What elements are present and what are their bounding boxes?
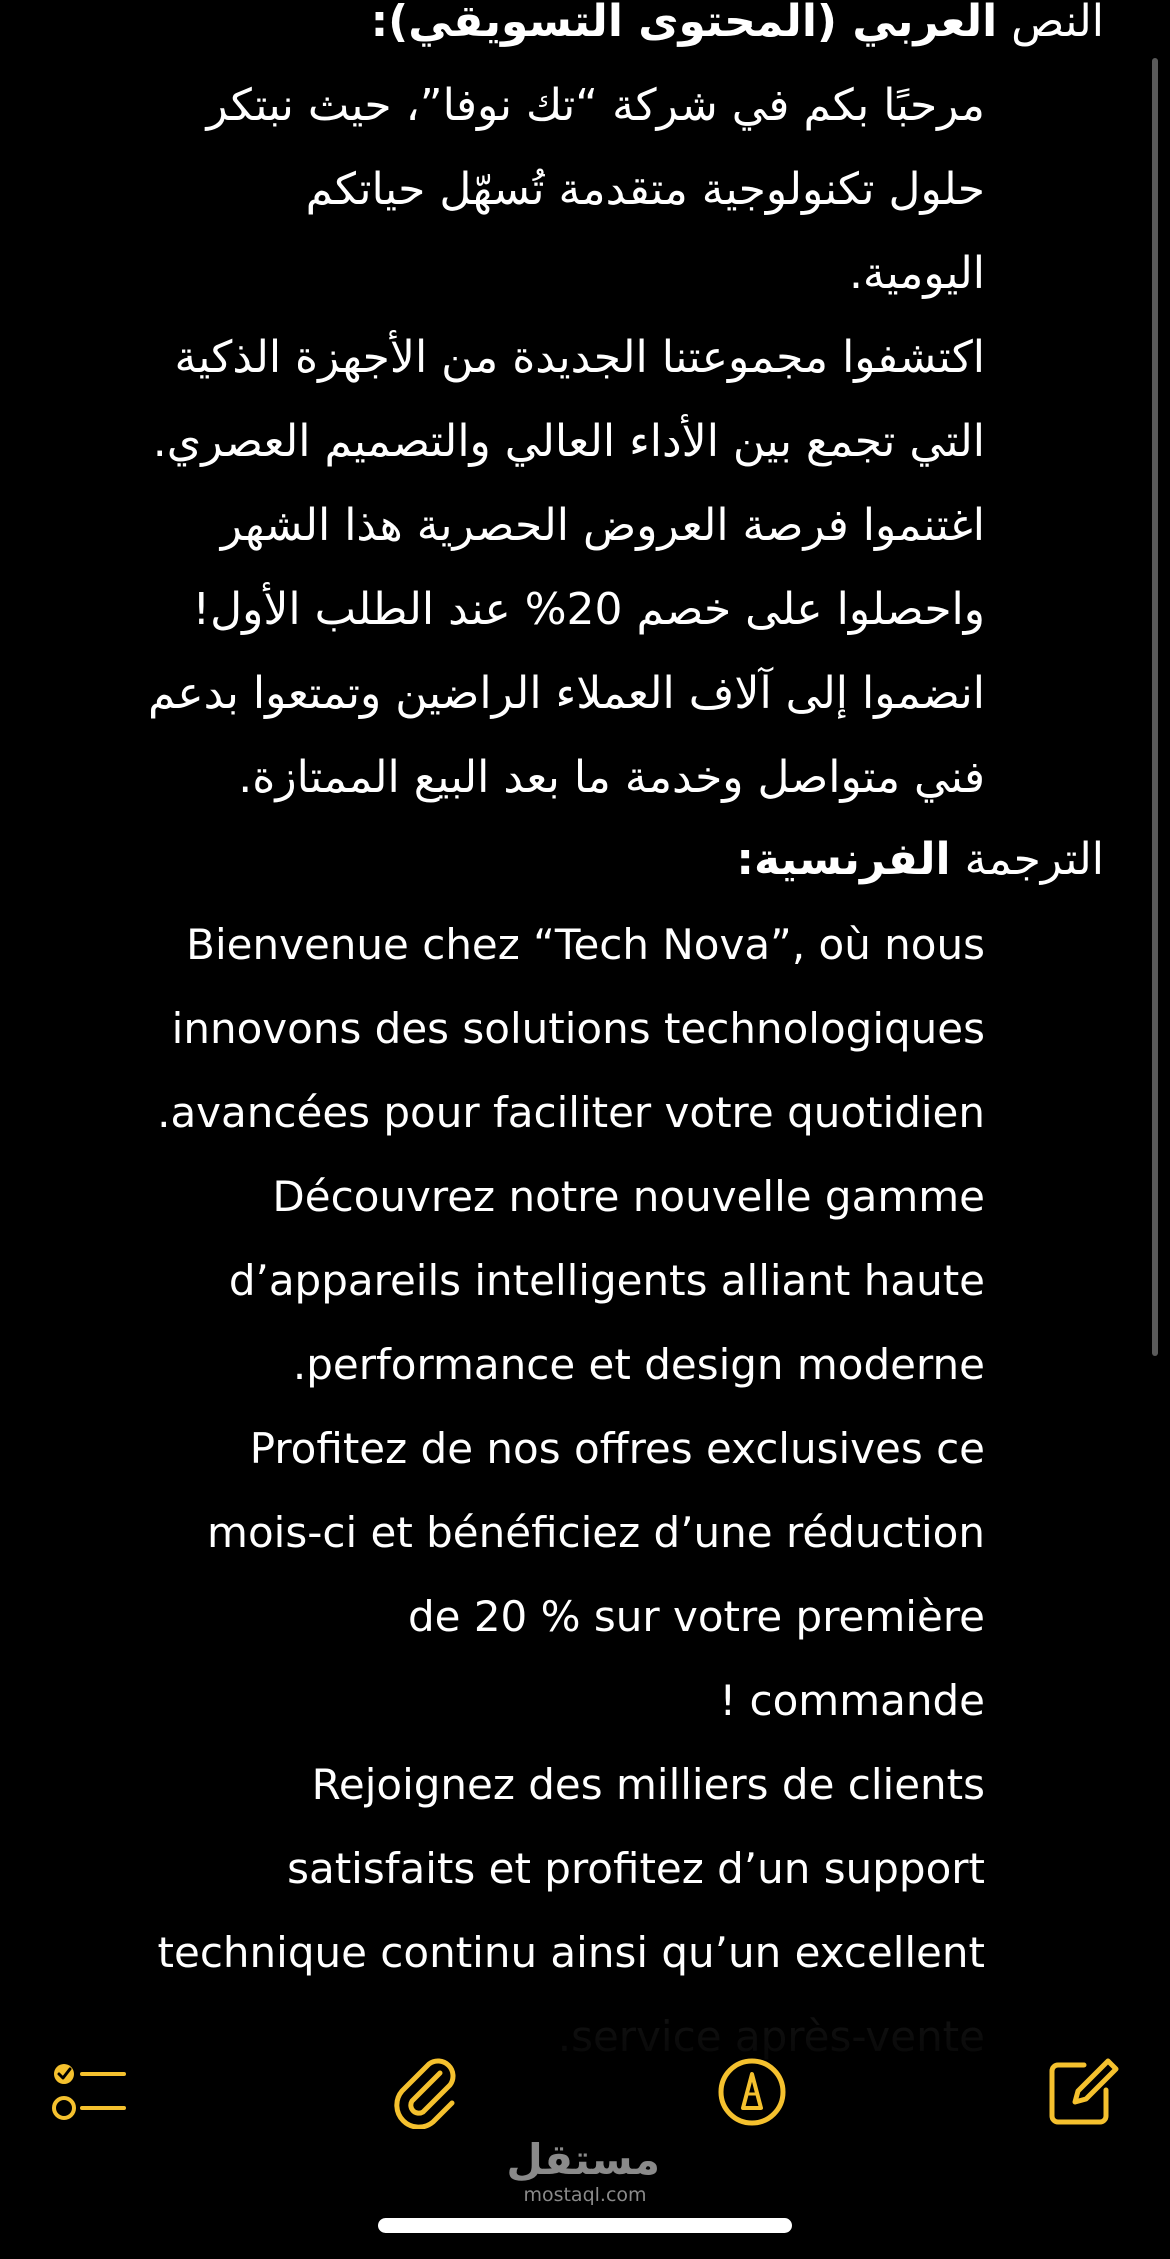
french-line: innovons des solutions technologiques (171, 1004, 985, 1053)
french-line: mois-ci et bénéficiez d’une réduction (207, 1508, 985, 1557)
french-line: Rejoignez des milliers de clients (311, 1760, 985, 1809)
arabic-line: حلول تكنولوجية متقدمة تُسهّل حياتكم (305, 164, 985, 215)
mostaql-watermark (506, 2135, 660, 2206)
arabic-section-heading: النص العربي (المحتوى التسويقي): (370, 0, 1104, 47)
compose-icon (1046, 2056, 1120, 2128)
compose-button[interactable] (1043, 2052, 1123, 2132)
watermark-latin: mostaql.com (523, 2184, 647, 2206)
checklist-button[interactable] (50, 2052, 130, 2132)
french-line: d’appareils intelligents alliant haute (228, 1256, 985, 1305)
french-line: de 20 % sur votre première (407, 1592, 985, 1641)
checklist-icon (52, 2057, 128, 2127)
markup-button[interactable] (712, 2052, 792, 2132)
arabic-line: التي تجمع بين الأداء العالي والتصميم العصري. (152, 416, 985, 467)
arabic-line: فني متواصل وخدمة ما بعد البيع الممتازة. (238, 752, 985, 803)
french-line: satisfaits et profitez d’un support (287, 1844, 985, 1893)
arabic-line: اكتشفوا مجموعتنا الجديدة من الأجهزة الذكية (174, 332, 985, 383)
arabic-line: اغتنموا فرصة العروض الحصرية هذا الشهر (220, 500, 985, 551)
french-line: technique continu ainsi qu’un excellent (157, 1928, 985, 1977)
french-section-heading: الترجمة الفرنسية: (736, 834, 1104, 885)
watermark-arabic: مستقل (506, 2135, 660, 2184)
french-line: .avancées pour faciliter votre quotidien (157, 1088, 985, 1137)
french-line: .performance et design moderne (292, 1340, 985, 1389)
paperclip-icon (390, 2055, 460, 2129)
french-line: Profitez de nos offres exclusives ce (249, 1424, 985, 1473)
home-indicator[interactable] (378, 2218, 792, 2233)
french-line: ! commande (719, 1676, 985, 1725)
arabic-line: واحصلوا على خصم 20% عند الطلب الأول! (192, 584, 985, 635)
french-line: Bienvenue chez “Tech Nova”, où nous (186, 920, 985, 969)
french-line: Découvrez notre nouvelle gamme (272, 1172, 985, 1221)
arabic-line: اليومية. (848, 248, 985, 299)
attachment-button[interactable] (385, 2052, 465, 2132)
arabic-line: مرحبًا بكم في شركة “تك نوفا”، حيث نبتكر (206, 80, 985, 131)
pen-markup-icon (716, 2056, 788, 2128)
scrollbar[interactable] (1152, 58, 1158, 1356)
arabic-line: انضموا إلى آلاف العملاء الراضين وتمتعوا بدعم (148, 668, 985, 719)
